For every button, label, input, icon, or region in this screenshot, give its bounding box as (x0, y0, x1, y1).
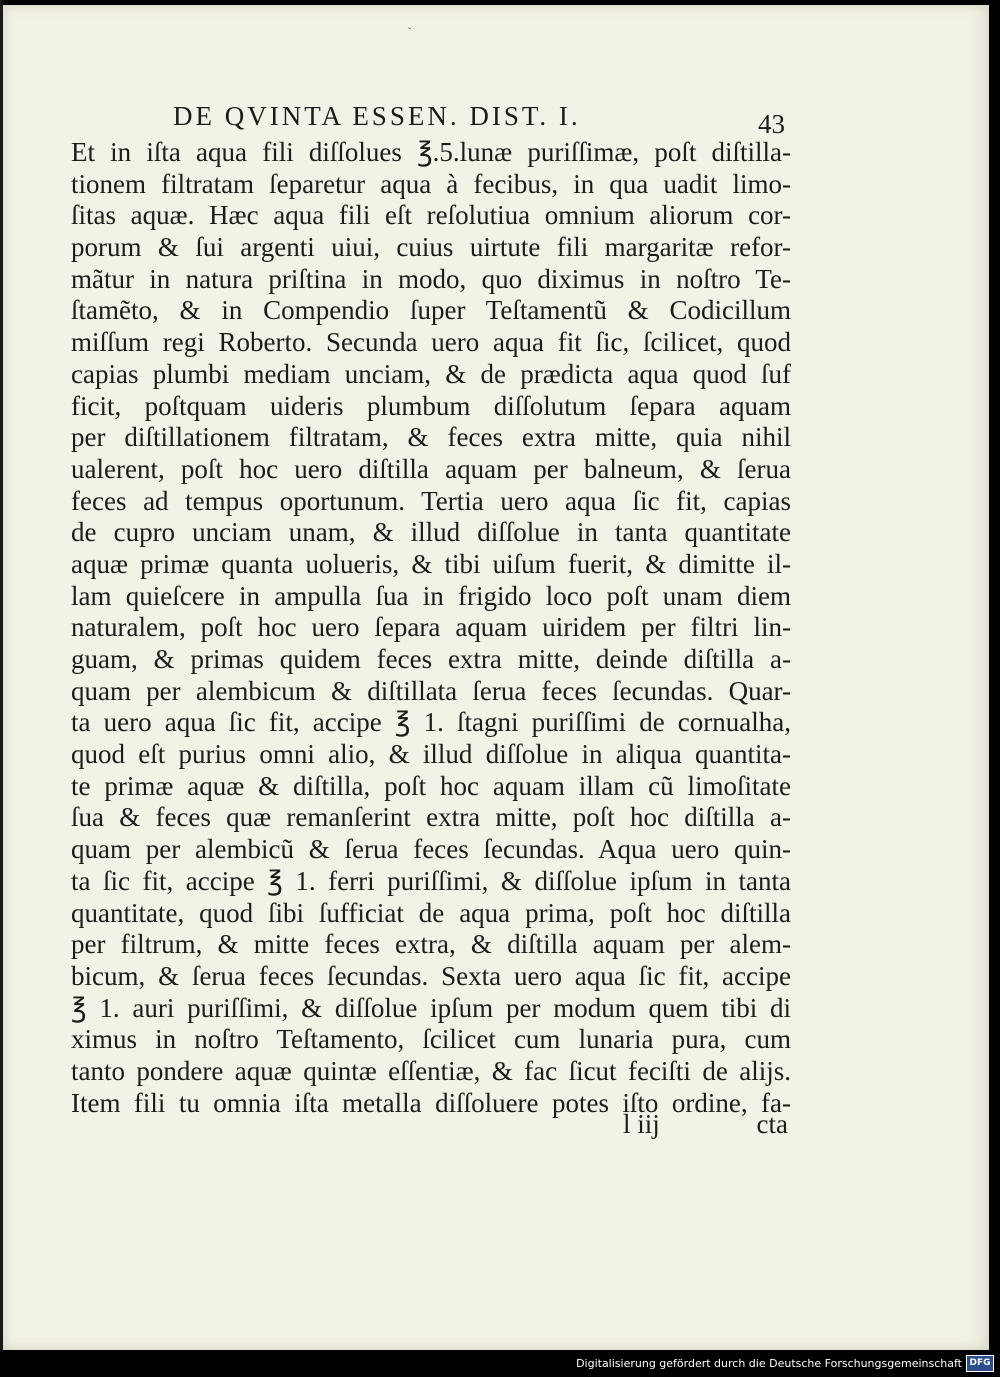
text-line: ſitas aquæ. Hæc aqua fili eſt reſolutiua omnium aliorum cor- (71, 200, 791, 231)
text-line: lam quieſcere in ampulla ſua in frigido loco poſt unam diem (71, 580, 791, 611)
text-line: ualerent, poſt hoc uero diſtilla aquam per balneum, & ſerua (71, 453, 791, 484)
text-line: Et in iſta aqua fili diſſolues ℥.5.lunæ puriſſimæ, poſt diſtilla- (71, 137, 791, 167)
text-line: ℥ 1. auri puriſſimi, & diſſolue ipſum per modum quem tibi di (71, 992, 791, 1023)
text-line: ſtamẽto, & in Compendio ſuper Teſtamentũ & Codicillum (71, 295, 791, 326)
text-line: per diſtillationem filtratam, & feces extra mitte, quia nihil (71, 422, 791, 453)
text-line: quam per alembicũ & ſerua feces ſecundas. Aqua uero quin- (71, 834, 791, 865)
text-line: capias plumbi mediam unciam, & de prædicta aqua quod ſuf (71, 358, 791, 389)
text-line: feces ad tempus oportunum. Tertia uero aqua ſic fit, capias (71, 485, 791, 516)
text-block (71, 137, 791, 1119)
text-line: bicum, & ſerua feces ſecundas. Sexta uero aqua ſic fit, accipe (71, 960, 791, 991)
text-line: ficit, poſtquam uideris plumbum diſſolutum ſepara aquam (71, 390, 791, 421)
text-line: aquæ primæ quanta uolueris, & tibi uiſum fuerit, & dimitte il- (71, 548, 791, 579)
catchword: cta (756, 1109, 788, 1139)
text-line: miſſum regi Roberto. Secunda uero aqua fit ſic, ſcilicet, quod (71, 327, 791, 358)
text-line: quod eſt purius omni alio, & illud diſſolue in aliqua quantita- (71, 739, 791, 770)
text-line: naturalem, poſt hoc uero ſepara aquam uiridem per filtri lin- (71, 612, 791, 643)
catchline (623, 1109, 788, 1141)
text-line: guam, & primas quidem feces extra mitte, deinde diſtilla a- (71, 644, 791, 674)
text-line: de cupro unciam unam, & illud diſſolue in tanta quantitate (71, 517, 791, 548)
signature-mark: l iij (623, 1109, 660, 1139)
text-line: porum & ſui argenti uiui, cuius uirtute fili margaritæ refor- (71, 232, 791, 263)
text-line: tionem filtratam ſeparetur aqua à fecibus, in qua uadit limo- (71, 168, 791, 199)
paper-mark: ˇ (408, 27, 412, 38)
text-line: ta uero aqua ſic fit, accipe ℥ 1. ſtagni puriſſimi de cornualha, (71, 707, 791, 738)
digitization-footer (0, 1350, 1000, 1377)
dfg-logo: DFG (966, 1355, 994, 1372)
text-line: te primæ aquæ & diſtilla, poſt hoc aquam illam cũ limoſitate (71, 770, 791, 801)
text-line: per filtrum, & mitte feces extra, & diſtilla aquam per alem- (71, 929, 791, 960)
text-line: Item fili tu omnia iſta metalla diſſoluere potes iſto ordine, fa- (71, 1087, 791, 1118)
page-number: 43 (758, 109, 785, 139)
text-line: quam per alembicum & diſtillata ſerua feces ſecundas. Quar- (71, 675, 791, 706)
funding-credit: Digitalisierung gefördert durch die Deutsche Forschungsgemeinschaft (576, 1357, 962, 1370)
text-line: quantitate, quod ſibi ſufficiat de aqua prima, poſt hoc diſtilla (71, 897, 791, 928)
book-page (3, 5, 989, 1350)
text-line: tanto pondere aquæ quintæ eſſentiæ, & fac ſicut feciſti de alijs. (71, 1055, 791, 1086)
text-line: mãtur in natura priſtina in modo, quo diximus in noſtro Te- (71, 263, 791, 294)
running-head: DE QVINTA ESSEN. DIST. I. (173, 101, 581, 131)
text-line: ſua & feces quæ remanſerint extra mitte, poſt hoc diſtilla a- (71, 802, 791, 833)
text-line: ta ſic fit, accipe ℥ 1. ferri puriſſimi, & diſſolue ipſum in tanta (71, 865, 791, 896)
text-line: ximus in noſtro Teſtamento, ſcilicet cum lunaria pura, cum (71, 1024, 791, 1055)
